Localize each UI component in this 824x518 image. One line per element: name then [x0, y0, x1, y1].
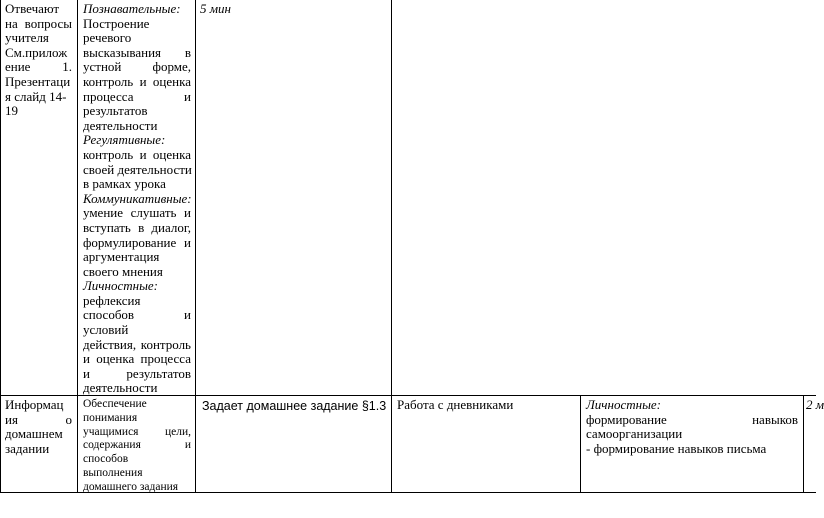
- row2-uud-line: самоорганизации: [586, 426, 683, 442]
- row2-teacher-activity: Задает домашнее задание §1.3: [202, 399, 387, 413]
- table-border-left: [0, 0, 1, 493]
- personal-line: и оценка процесса: [83, 351, 191, 367]
- row2-goal-line: выполнения: [83, 466, 143, 479]
- cognitive-line: результатов: [83, 103, 148, 119]
- communicative-line: своего мнения: [83, 263, 163, 279]
- cognitive-line: высказывания в: [83, 44, 191, 60]
- table-divider-col2: [195, 0, 196, 493]
- row2-activity-line: домашнем: [5, 426, 63, 442]
- row1-activity-line: на вопросы: [5, 15, 72, 31]
- row2-goal-line: способов: [83, 453, 129, 466]
- row2-activity-line: ия о: [5, 411, 72, 427]
- personal-line: способов и: [83, 307, 191, 323]
- row1-activity-line: Презентаци: [5, 73, 71, 89]
- row1-activity-line: 19: [5, 103, 18, 119]
- row1-activity-line: Отвечают: [5, 1, 60, 16]
- communicative-heading: Коммуникативные:: [83, 190, 192, 206]
- table-divider-col1: [77, 0, 78, 493]
- row2-goal-cell: [83, 398, 191, 495]
- regulatory-line: в рамках урока: [83, 176, 166, 192]
- row2-uud-cell: [586, 398, 798, 456]
- regulatory-heading: Регулятивные:: [83, 132, 166, 148]
- row1-activity-line: учителя: [5, 30, 49, 46]
- row2-goal-line: содержания и: [83, 439, 191, 452]
- row1-activity-cell: [5, 2, 72, 119]
- regulatory-line: своей деятельности: [83, 161, 192, 177]
- row2-goal-line: понимания: [83, 411, 138, 424]
- cognitive-line: процесса и: [83, 88, 191, 104]
- row1-activity-line: я слайд 14-: [5, 88, 67, 104]
- personal-heading: Личностные:: [83, 278, 158, 294]
- row2-goal-line: Обеспечение: [83, 398, 147, 410]
- table-divider-col3: [391, 0, 392, 493]
- row1-uud-cell: [83, 2, 191, 396]
- communicative-line: аргументация: [83, 249, 160, 265]
- personal-line: условий: [83, 322, 129, 338]
- row2-uud-line: - формирование навыков письма: [586, 440, 767, 456]
- personal-line: рефлексия: [83, 292, 141, 308]
- row2-personal-heading: Личностные:: [586, 397, 661, 412]
- table-divider-col4: [580, 395, 581, 493]
- row2-activity-line: Информац: [5, 397, 64, 412]
- row1-activity-line: ение 1.: [5, 59, 72, 75]
- cognitive-line: устной форме,: [83, 59, 191, 75]
- row2-time-partial: 2 м: [806, 397, 824, 412]
- communicative-line: формулирование и: [83, 234, 191, 250]
- row2-student-activity: Работа с дневниками: [397, 397, 514, 412]
- cognitive-line: Построение: [83, 15, 150, 31]
- personal-line: деятельности: [83, 380, 158, 396]
- row2-activity-cell: [5, 398, 72, 456]
- cognitive-heading: Познавательные:: [83, 1, 181, 16]
- row2-activity-line: задании: [5, 440, 50, 456]
- communicative-line: умение слушать и: [83, 205, 191, 221]
- table-divider-col5: [803, 395, 804, 493]
- row2-uud-line: формирование навыков: [586, 411, 798, 427]
- row2-goal-line: учащимися цели,: [83, 425, 191, 438]
- row2-goal-line: домашнего задания: [83, 480, 179, 493]
- row1-activity-line: См.прилож: [5, 44, 68, 60]
- cognitive-line: речевого: [83, 30, 132, 46]
- personal-line: и результатов: [83, 365, 191, 381]
- regulatory-line: контроль и оценка: [83, 146, 191, 162]
- cognitive-line: деятельности: [83, 117, 158, 133]
- personal-line: действия, контроль: [83, 336, 191, 352]
- row1-time: 5 мин: [200, 1, 231, 16]
- communicative-line: вступать в диалог,: [83, 219, 191, 235]
- cognitive-line: контроль и оценка: [83, 73, 191, 89]
